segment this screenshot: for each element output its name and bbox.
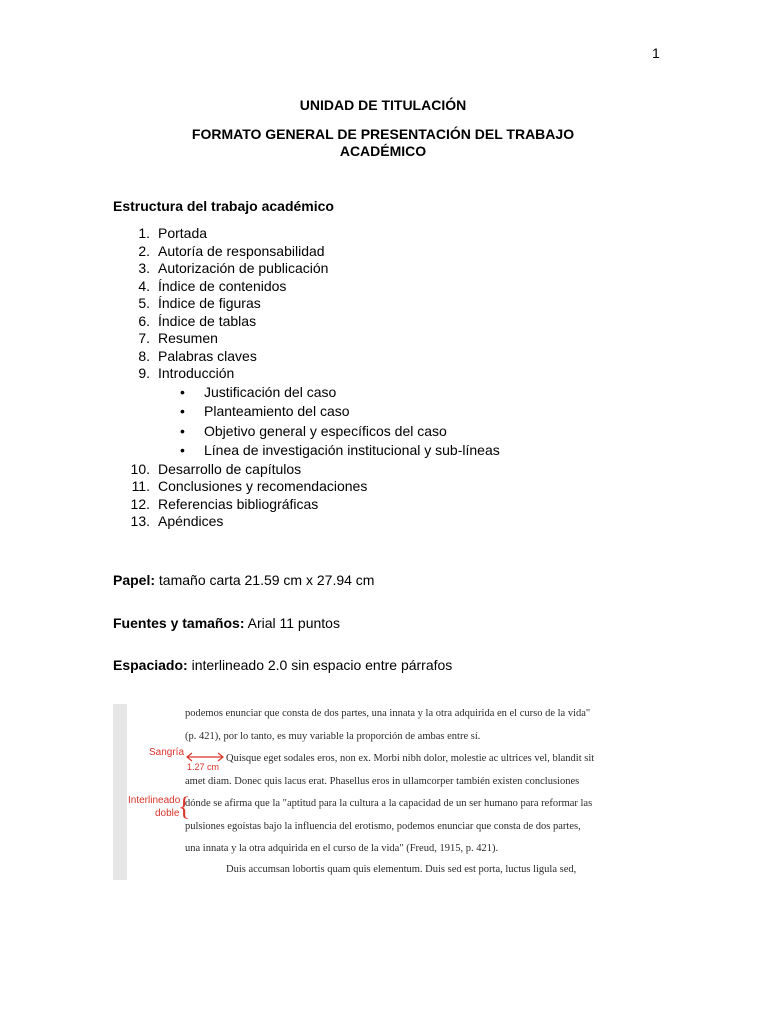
section-heading: Estructura del trabajo académico — [113, 198, 334, 214]
spacing-spec — [113, 657, 452, 673]
double-arrow-icon — [185, 752, 225, 762]
item-number: 11. — [131, 478, 150, 494]
figure-side-bar — [113, 704, 127, 880]
list-item — [113, 260, 653, 278]
item-number: 1. — [138, 225, 150, 241]
paper-label: Papel: — [113, 572, 156, 588]
list-item — [113, 478, 653, 496]
item-label: Índice de tablas — [158, 312, 257, 329]
item-label: Resumen — [158, 330, 218, 346]
bullet-icon: • — [180, 403, 185, 419]
item-number: 9. — [138, 365, 150, 381]
list-item — [113, 278, 653, 296]
brace-icon: { — [178, 792, 191, 821]
document-title: UNIDAD DE TITULACIÓN — [299, 97, 467, 113]
document-subtitle — [113, 126, 653, 160]
figure-text-line: podemos enunciar que consta de dos partes, una innata y la otra adquirida en el curso de la vida" — [185, 708, 591, 719]
fonts-value: Arial 11 puntos — [244, 615, 340, 631]
item-label: Índice de contenidos — [158, 277, 287, 294]
paper-value: tamaño carta 21.59 cm x 27.94 cm — [155, 572, 375, 588]
figure-text-line: Quisque eget sodales eros, non ex. Morbi nibh dolor, molestie ac ultrices vel, blandit sit — [226, 753, 595, 764]
item-label: Índice de figuras — [158, 295, 261, 311]
figure-text-line: una innata y la otra adquirida en el curso de la vida" (Freud, 1915, p. 421). — [185, 843, 499, 854]
item-label: Apéndices — [158, 513, 224, 529]
sub-item-label: Objetivo general y específicos del caso — [204, 422, 447, 439]
sub-list-item — [113, 383, 653, 403]
figure-text-line: pulsiones egoístas bajo la influencia del erotismo, podemos enunciar que consta de dos partes, — [185, 821, 581, 832]
item-number: 2. — [138, 242, 150, 259]
subtitle-line-1: FORMATO GENERAL DE PRESENTACIÓN DEL TRABAJO — [191, 126, 575, 142]
sub-list-item — [113, 422, 653, 442]
list-item — [113, 348, 653, 366]
item-number: 4. — [138, 277, 150, 294]
list-item — [113, 243, 653, 261]
bullet-icon: • — [180, 442, 185, 458]
list-item — [113, 225, 653, 243]
item-label: Autorización de publicación — [158, 260, 329, 276]
item-label: Introducción — [158, 365, 235, 381]
item-label: Conclusiones y recomendaciones — [158, 478, 368, 494]
item-label: Desarrollo de capítulos — [158, 460, 302, 477]
figure-text-line: (p. 421), por lo tanto, es muy variable la proporción de ambas entre sí. — [185, 731, 481, 742]
spacing-label: Espaciado: — [113, 657, 188, 673]
list-item — [113, 365, 653, 383]
structure-list — [113, 225, 653, 531]
bullet-icon: • — [180, 422, 185, 439]
list-item — [113, 461, 653, 479]
item-label: Portada — [158, 225, 208, 241]
item-number: 10. — [130, 460, 150, 477]
item-label: Autoría de responsabilidad — [158, 242, 325, 259]
sub-list — [113, 383, 653, 461]
indent-annotation-label: Sangría — [149, 747, 185, 758]
list-item — [113, 295, 653, 313]
formatting-example-figure — [113, 704, 625, 880]
paper-spec — [113, 572, 374, 588]
sub-item-label: Línea de investigación institucional y sub-líneas — [204, 442, 500, 458]
item-label: Referencias bibliográficas — [158, 495, 319, 512]
item-number: 3. — [138, 260, 150, 276]
indent-annotation-value: 1.27 cm — [187, 762, 220, 772]
sub-list-container — [113, 383, 653, 461]
page-number: 1 — [652, 45, 660, 61]
item-number: 13. — [130, 513, 150, 529]
fonts-label: Fuentes y tamaños: — [113, 615, 245, 631]
bullet-icon: • — [180, 383, 185, 400]
list-item — [113, 330, 653, 348]
spacing-annotation-line-2: doble — [155, 808, 180, 819]
figure-text-line: dónde se afirma que la "aptitud para la cultura a la capacidad de un ser humano para reformar las — [185, 798, 593, 809]
item-number: 6. — [138, 312, 150, 329]
list-item — [113, 496, 653, 514]
subtitle-line-2: ACADÉMICO — [339, 143, 427, 159]
sub-list-item — [113, 441, 653, 461]
item-number: 12. — [130, 495, 150, 512]
item-number: 5. — [138, 295, 150, 311]
sub-item-label: Planteamiento del caso — [204, 403, 350, 419]
list-item — [113, 513, 653, 531]
sub-item-label: Justificación del caso — [204, 383, 337, 400]
figure-text-line: Duis accumsan lobortis quam quis elementum. Duis sed est porta, luctus ligula sed, — [226, 864, 577, 875]
figure-text-line: amet diam. Donec quis lacus erat. Phasellus eros in ullamcorper también existen conclusiones — [185, 776, 580, 787]
spacing-annotation-line-1: Interlineado — [128, 795, 181, 806]
spacing-value: interlineado 2.0 sin espacio entre párrafos — [187, 657, 453, 673]
item-number: 8. — [138, 347, 150, 364]
item-label: Palabras claves — [158, 347, 257, 364]
sub-list-item — [113, 402, 653, 422]
item-number: 7. — [138, 330, 150, 346]
fonts-spec — [113, 615, 340, 631]
list-item — [113, 313, 653, 331]
